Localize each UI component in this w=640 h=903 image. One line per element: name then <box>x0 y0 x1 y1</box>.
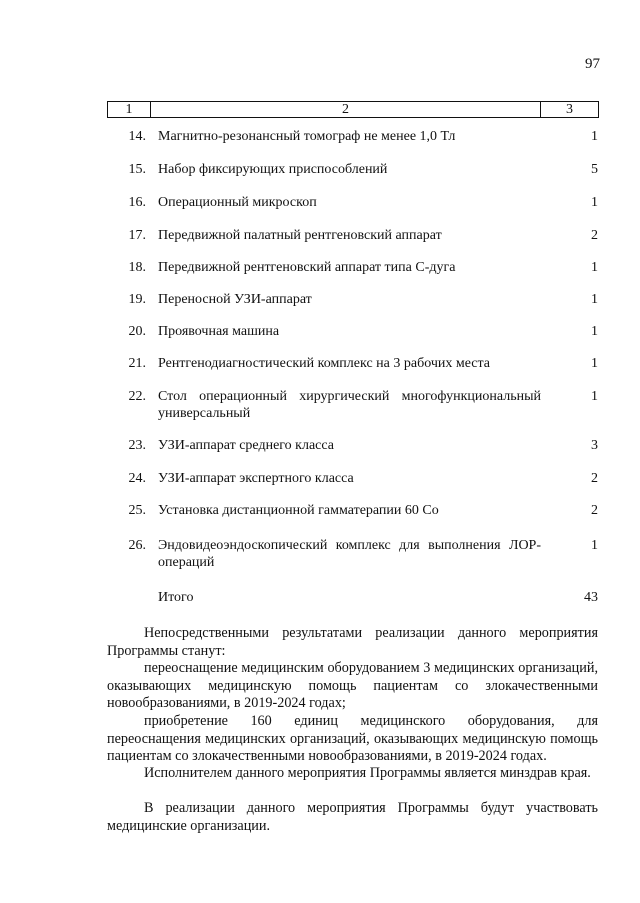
row-name: Стол операционный хирургический многофункциональный универсальный <box>158 389 541 421</box>
row-name: Передвижной рентгеновский аппарат типа С-дуга <box>158 260 456 275</box>
row-name: Рентгенодиагностический комплекс на 3 рабочих места <box>158 356 491 371</box>
row-name: Магнитно-резонансный томограф не менее 1,0 Тл <box>158 129 456 144</box>
row-number: 20. <box>128 324 146 339</box>
row-number: 18. <box>128 260 146 275</box>
header-col-2: 2 <box>150 101 541 118</box>
paragraph-reequipment: переоснащение медицинским оборудованием 3 медицинских организаций, оказывающих медицинскую помощь пациентам со злокачественными новообразованиями, в 2019-2024 годах; <box>107 660 598 711</box>
row-quantity: 2 <box>591 228 598 243</box>
row-quantity: 1 <box>591 129 598 144</box>
row-quantity: 3 <box>591 438 598 453</box>
row-quantity: 1 <box>591 292 598 307</box>
total-label: Итого <box>158 590 194 605</box>
row-name: Операционный микроскоп <box>158 195 317 210</box>
row-quantity: 2 <box>591 503 598 518</box>
row-number: 16. <box>128 195 146 210</box>
row-quantity: 1 <box>591 195 598 210</box>
row-number: 14. <box>128 129 146 144</box>
row-name: УЗИ-аппарат экспертного класса <box>158 471 354 486</box>
row-quantity: 1 <box>591 260 598 275</box>
row-number: 15. <box>128 162 146 177</box>
paragraph-participants: В реализации данного мероприятия Программы будут участвовать медицинские организации. <box>107 800 598 834</box>
total-value: 43 <box>584 590 598 605</box>
paragraph-purchase: приобретение 160 единиц медицинского оборудования, для переоснащения медицинских организаций, оказывающих медицинскую помощь пациентам со злокачественными новообразованиями, в 2019-2024 годах. <box>107 713 598 764</box>
row-number: 17. <box>128 228 146 243</box>
row-quantity: 5 <box>591 162 598 177</box>
paragraph-executor: Исполнителем данного мероприятия Программы является минздрав края. <box>144 765 591 781</box>
row-number: 21. <box>128 356 146 371</box>
row-number: 25. <box>128 503 146 518</box>
row-name: Эндовидеоэндоскопический комплекс для выполнения ЛОР-операций <box>158 538 541 570</box>
row-number: 22. <box>128 389 146 404</box>
row-quantity: 2 <box>591 471 598 486</box>
row-name: УЗИ-аппарат среднего класса <box>158 438 334 453</box>
row-quantity: 1 <box>591 356 598 371</box>
paragraph-results: Непосредственными результатами реализации данного мероприятия Программы станут: <box>107 625 598 659</box>
row-name: Набор фиксирующих приспособлений <box>158 162 388 177</box>
header-col-3: 3 <box>540 101 599 118</box>
row-quantity: 1 <box>591 538 598 553</box>
row-name: Проявочная машина <box>158 324 280 339</box>
header-col-1: 1 <box>107 101 151 118</box>
row-name: Переносной УЗИ-аппарат <box>158 292 312 307</box>
row-number: 24. <box>128 471 146 486</box>
page-number: 97 <box>585 56 600 72</box>
row-quantity: 1 <box>591 389 598 404</box>
row-number: 23. <box>128 438 146 453</box>
row-number: 19. <box>128 292 146 307</box>
row-quantity: 1 <box>591 324 598 339</box>
row-number: 26. <box>128 538 146 553</box>
row-name: Установка дистанционной гамматерапии 60 Co <box>158 503 439 518</box>
row-name: Передвижной палатный рентгеновский аппарат <box>158 228 442 243</box>
